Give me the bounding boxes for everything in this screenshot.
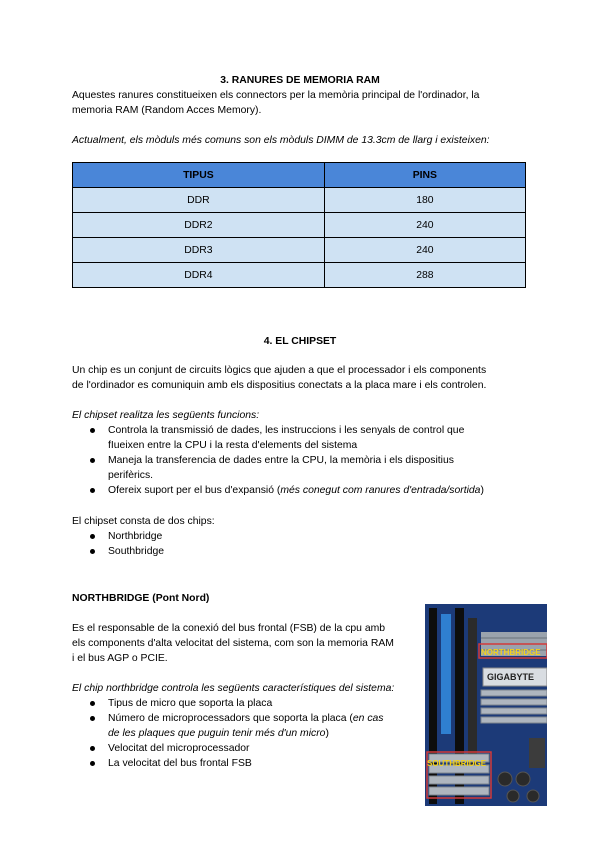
ram-types-table	[72, 162, 526, 288]
bullet-icon	[90, 488, 95, 493]
functions-list	[72, 423, 542, 498]
table-row	[73, 188, 526, 213]
table-cell-type: DDR4	[73, 263, 325, 288]
features-title: El chip northbridge controla les següents característiques del sistema:	[72, 683, 395, 694]
table-header-tipus: TIPUS	[73, 163, 325, 188]
section-4-intro-line1: Un chip es un conjunt de circuits lògics que ajuden a que el processador i els components	[72, 365, 487, 376]
table-header-pins: PINS	[324, 163, 525, 188]
table-cell-pins: 240	[324, 213, 525, 238]
table-cell-pins: 288	[324, 263, 525, 288]
bullet-icon	[90, 761, 95, 766]
list-item: Tipus de micro que soporta la placa	[72, 696, 424, 711]
table-cell-type: DDR2	[73, 213, 325, 238]
bullet-icon	[90, 701, 95, 706]
bullet-icon	[90, 534, 95, 539]
chips-list	[72, 529, 372, 559]
list-item: Número de microprocessadors que soporta la placa (en cas de les plaques que puguin tenir més d'un micro)	[72, 711, 424, 741]
section-3-heading: 3. RANURES DE MEMORIA RAM	[220, 75, 380, 86]
bullet-icon	[90, 716, 95, 721]
list-item: Controla la transmissió de dades, les instruccions i les senyals de control que fIueixen entre la CPU i la resta d'elements del sistema	[72, 423, 542, 453]
northbridge-desc-line3: i el bus AGP o PCIE.	[72, 653, 168, 664]
table-cell-type: DDR	[73, 188, 325, 213]
list-item: La velocitat del bus frontal FSB	[72, 756, 424, 771]
table-cell-pins: 180	[324, 188, 525, 213]
section-3-intro-line2: memoria RAM (Random Acces Memory).	[72, 105, 262, 116]
list-item: Northbridge	[72, 529, 372, 544]
motherboard-graphic	[425, 604, 547, 806]
table-row	[73, 238, 526, 263]
list-item: Southbridge	[72, 544, 372, 559]
section-4-heading: 4. EL CHIPSET	[263, 336, 337, 347]
table-cell-pins: 240	[324, 238, 525, 263]
chips-intro: El chipset consta de dos chips:	[72, 516, 215, 527]
list-item: Velocitat del microprocessador	[72, 741, 424, 756]
bullet-icon	[90, 549, 95, 554]
table-row	[73, 263, 526, 288]
table-header-row	[73, 163, 526, 188]
northbridge-desc-line2: els components d'alta velocitat del sistema, com son la memoria RAM	[72, 638, 394, 649]
section-3-italic-note: Actualment, els mòduls més comuns son els mòduls DIMM de 13.3cm de llarg i existeixen:	[72, 135, 490, 146]
bullet-icon	[90, 428, 95, 433]
functions-title: El chipset realitza les següents funcions:	[72, 410, 260, 421]
list-item: Ofereix suport per el bus d'expansió (més conegut com ranures d'entrada/sortida)	[72, 483, 542, 498]
northbridge-label: NORTHBRIDGE	[481, 648, 541, 657]
list-item: Maneja la transferencia de dades entre la CPU, la memòria i els dispositius perifèrics.	[72, 453, 542, 483]
gigabyte-logo: GIGABYTE	[487, 672, 535, 682]
table-cell-type: DDR3	[73, 238, 325, 263]
features-list	[72, 696, 424, 771]
northbridge-heading: NORTHBRIDGE (Pont Nord)	[72, 593, 210, 604]
section-3-intro-line1: Aquestes ranures constitueixen els connectors per la memòria principal de l'ordinador, la	[72, 90, 480, 101]
table-row	[73, 213, 526, 238]
motherboard-image	[425, 604, 547, 806]
section-4-intro-line2: de l'ordinador es comuniquin amb els dispositius conectats a la placa mare i els controlen.	[72, 380, 487, 391]
northbridge-desc-line1: Es el responsable de la conexió del bus frontal (FSB) de la cpu amb	[72, 623, 386, 634]
bullet-icon	[90, 458, 95, 463]
southbridge-label: SOUTHBRIDGE	[427, 759, 487, 768]
bullet-icon	[90, 746, 95, 751]
